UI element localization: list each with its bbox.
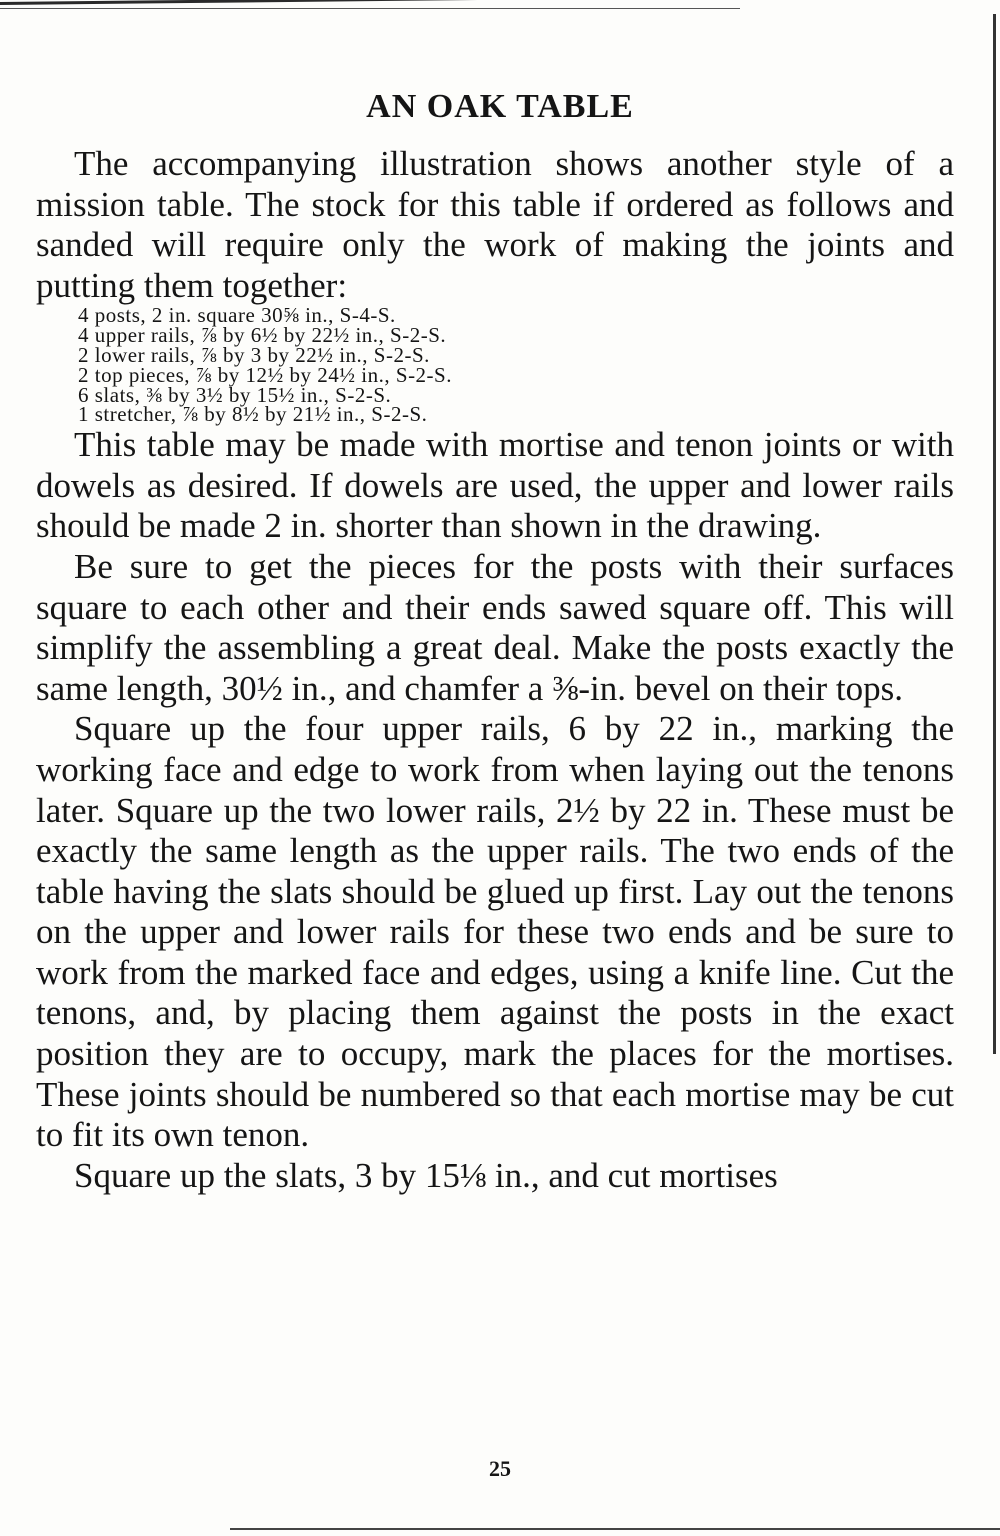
paragraph-rails: Square up the four upper rails, 6 by 22 in., marking the working face and edge to work from when laying out the tenons later. Square up the two lower rails, 2½ by 22 in. These must be exactly the same length as the upper rails. The two ends of the table having the slats should be glued up first. Lay out the tenons on the upper and lower rails for these two ends and be sure to work from the marked face and edges, using a knife line. Cut the tenons, and, by placing them against the posts in the exact position they are to occupy, mark the places for the mortises. These joints should be numbered so that each mortise may be cut to fit its own tenon. xyxy=(36,709,954,1155)
stock-item: 4 posts, 2 in. square 30⅝ in., S-4-S. xyxy=(78,303,396,328)
page-number: 25 xyxy=(489,1456,511,1481)
paragraph-posts: Be sure to get the pieces for the posts with their surfaces square to each other and their ends sawed square off. This will simplify the assembling a great deal. Make the posts exactly the same length, 30½ in., and chamfer a ⅜-in. bevel on their tops. xyxy=(36,546,954,708)
stock-item: 2 lower rails, ⅞ by 3 by 22½ in., S-2-S. xyxy=(78,342,430,367)
bottom-rule xyxy=(230,1528,1000,1530)
stock-item: 1 stretcher, ⅞ by 8½ by 21½ in., S-2-S. xyxy=(78,402,428,427)
top-rule xyxy=(0,0,740,5)
top-rule-thin xyxy=(0,8,740,9)
stock-item: 4 upper rails, ⅞ by 6½ by 22½ in., S-2-S. xyxy=(78,323,447,348)
page-title: AN OAK TABLE xyxy=(366,87,634,125)
right-rule xyxy=(993,14,996,1054)
intro-paragraph: The accompanying illustration shows another style of a mission table. The stock for this table if ordered as follows and sanded will require only the work of making the joints and putting them together: xyxy=(36,144,954,305)
paragraph-joints: This table may be made with mortise and tenon joints or with dowels as desired. If dowels are used, the upper and lower rails should be made 2 in. shorter than shown in the drawing. xyxy=(36,425,954,546)
stock-list xyxy=(36,303,954,427)
body-text xyxy=(36,144,954,1196)
paragraph-slats: Square up the slats, 3 by 15⅛ in., and cut mortises xyxy=(74,1155,778,1195)
stock-item: 6 slats, ⅜ by 3½ by 15½ in., S-2-S. xyxy=(78,382,392,407)
stock-item: 2 top pieces, ⅞ by 12½ by 24½ in., S-2-S. xyxy=(78,362,452,387)
